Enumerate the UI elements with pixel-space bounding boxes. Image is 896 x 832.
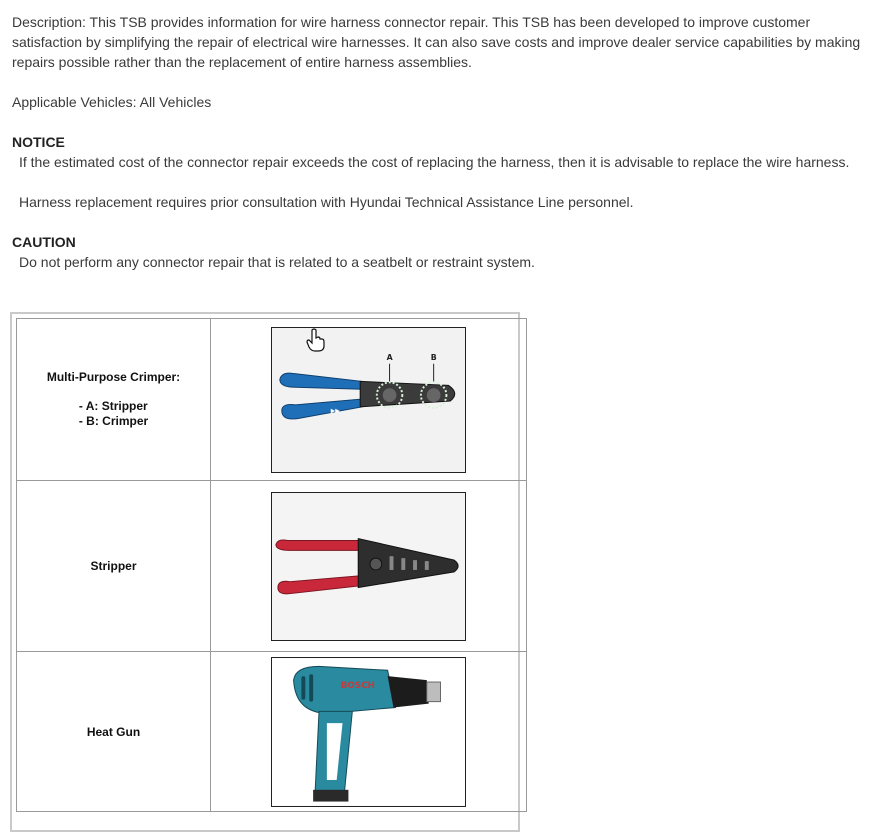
heat-gun-brand: BOSCH bbox=[340, 680, 375, 691]
caution-text: Do not perform any connector repair that is related to a seatbelt or restraint system. bbox=[19, 254, 535, 270]
table-row bbox=[17, 652, 527, 812]
tool-name: Stripper bbox=[90, 559, 137, 573]
table-row bbox=[17, 319, 527, 481]
heat-gun-photo bbox=[271, 657, 466, 807]
caution-heading: CAUTION bbox=[12, 234, 76, 250]
applicable-vehicles: Applicable Vehicles: All Vehicles bbox=[12, 94, 212, 110]
callout-b: B bbox=[430, 352, 437, 362]
tsb-content bbox=[12, 12, 884, 272]
tool-name: Multi-Purpose Crimper: bbox=[46, 370, 181, 384]
tool-image-cell bbox=[211, 319, 527, 481]
tool-image-cell bbox=[211, 652, 527, 812]
table-row bbox=[17, 481, 527, 652]
tool-sub-item: - B: Crimper bbox=[78, 414, 149, 428]
stripper-photo bbox=[271, 492, 466, 641]
tool-table-frame bbox=[10, 312, 520, 832]
hand-cursor-icon bbox=[306, 328, 326, 352]
notice-text-1: If the estimated cost of the connector repair exceeds the cost of replacing the harness, then it is advisable to replace the wire harness. bbox=[19, 154, 850, 170]
crimper-photo bbox=[271, 327, 466, 473]
tool-label-cell bbox=[17, 319, 211, 481]
svg-text:▶▶: ▶▶ bbox=[330, 408, 340, 415]
notice-text-2: Harness replacement requires prior consultation with Hyundai Technical Assistance Line personnel. bbox=[19, 194, 634, 210]
tool-sub-item: - A: Stripper bbox=[78, 399, 148, 413]
tool-label-cell bbox=[17, 652, 211, 812]
tool-table bbox=[16, 318, 527, 812]
tool-name: Heat Gun bbox=[86, 724, 141, 739]
description-text: Description: This TSB provides information for wire harness connector repair. This TSB has been developed to improve customer satisfaction by simplifying the repair of electrical wire harnesses. It can also save costs and improve dealer service capabilities by making repairs possible rather than the replacement of entire harness assemblies. bbox=[12, 14, 861, 70]
notice-heading: NOTICE bbox=[12, 134, 65, 150]
callout-a: A bbox=[386, 352, 393, 362]
tool-image-cell bbox=[211, 481, 527, 652]
tool-label-cell bbox=[17, 481, 211, 652]
